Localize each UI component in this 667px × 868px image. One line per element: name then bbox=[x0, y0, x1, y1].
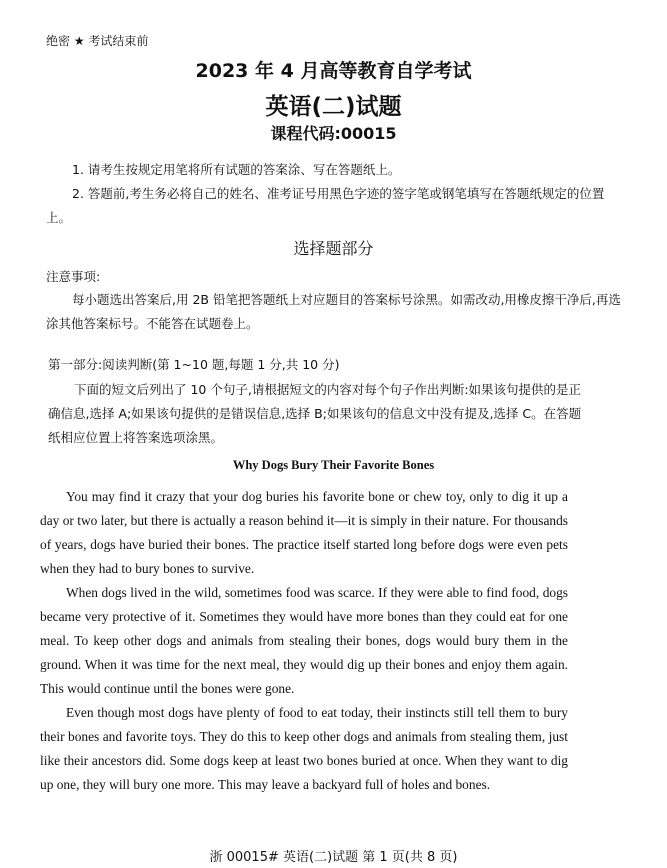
confidential-mark: 绝密 ★ 考试结束前 bbox=[46, 34, 149, 48]
page-footer: 浙 00015# 英语(二)试题 第 1 页(共 8 页) bbox=[209, 850, 458, 865]
passage-body bbox=[40, 485, 568, 797]
passage-paragraph-3: Even though most dogs have plenty of food to eat today, their instincts still tell them to bury their bones and favorite toys. They do this to keep other dogs and animals from stealing them, just like their ancestors did. Some dogs keep at least two bones buried at once. When they want to dig up one, they will bury one more. This may leave a backyard full of holes and bones. bbox=[40, 705, 568, 792]
instruction-2: 2. 答题前,考生务必将自己的姓名、准考证号用黑色字迹的签字笔或钢笔填写在答题纸规定的位置上。 bbox=[46, 186, 605, 225]
subject-title: 英语(二)试题 bbox=[265, 94, 402, 120]
passage-title: Why Dogs Bury Their Favorite Bones bbox=[232, 458, 435, 472]
passage-paragraph-1: You may find it crazy that your dog buries his favorite bone or chew toy, only to dig it up a day or two later, but there is actually a reason behind it—it is simply in their nature. For thousands of years, dogs have buried their bones. The practice itself started long before dogs were even pets when they had to bury bones to survive. bbox=[40, 489, 568, 576]
notice-heading: 注意事项: bbox=[46, 269, 101, 284]
part1-description: 下面的短文后列出了 10 个句子,请根据短文的内容对每个句子作出判断:如果该句提供的是正确信息,选择 A;如果该句提供的是错误信息,选择 B;如果该句的信息文中没有提及,选择 C。在答题纸相应位置上将答案选项涂黑。 bbox=[48, 382, 582, 445]
notice-text: 每小题选出答案后,用 2B 铅笔把答题纸上对应题目的答案标号涂黑。如需改动,用橡皮擦干净后,再选涂其他答案标号。不能答在试题卷上。 bbox=[46, 292, 621, 331]
section-title: 选择题部分 bbox=[293, 239, 374, 258]
instruction-1: 1. 请考生按规定用笔将所有试题的答案涂、写在答题纸上。 bbox=[72, 162, 401, 177]
exam-title: 2023 年 4 月高等教育自学考试 bbox=[195, 60, 472, 82]
passage-paragraph-2: When dogs lived in the wild, sometimes food was scarce. If they were able to find food, dogs became very protective of it. Sometimes they would have more bones than they could eat for one meal. To keep other dogs and animals from stealing their bones, dogs would bury them in the ground. When it was time for the next meal, they would dig up their bones and enjoy them again. This would continue until the bones were gone. bbox=[40, 585, 568, 696]
part1-heading: 第一部分:阅读判断(第 1~10 题,每题 1 分,共 10 分) bbox=[48, 357, 340, 372]
course-code: 课程代码:00015 bbox=[270, 124, 397, 143]
